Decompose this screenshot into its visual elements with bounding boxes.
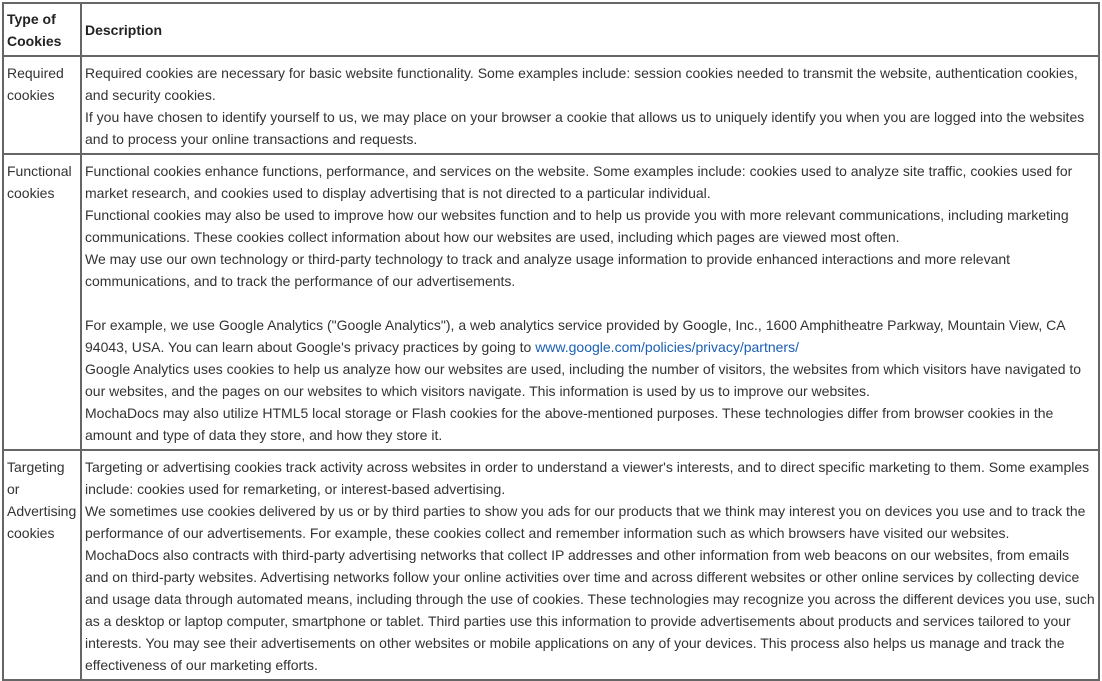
google-analytics-text: For example, we use Google Analytics ("Google Analytics"), a web analytics service provided by Google, Inc., 1600 Amphitheatre Parkway, Mountain View, CA 94043, USA. You can learn about Google's privacy practices by going to bbox=[85, 317, 1065, 355]
cookie-type-required: Required cookies bbox=[3, 56, 81, 154]
column-header-description: Description bbox=[81, 3, 1099, 56]
paragraph: MochaDocs may also utilize HTML5 local storage or Flash cookies for the above-mentioned purposes. These technologies differ from browser cookies in the amount and type of data they store, and how they store it. bbox=[85, 405, 1054, 443]
google-privacy-link[interactable]: www.google.com/policies/privacy/partners/ bbox=[535, 339, 799, 355]
cookie-types-table bbox=[2, 2, 1100, 681]
paragraph-spacer bbox=[85, 292, 1095, 314]
paragraph: MochaDocs also contracts with third-party advertising networks that collect IP addresses and other information from web beacons on our websites, from emails and on third-party websites. Advertising networks follow your online activities over time and across different websites or other online services by collecting device and usage data through automated means, including through the use of cookies. These technologies may recognize you across the different devices you use, such as a desktop or laptop computer, smartphone or tablet. Third parties use this information to provide advertisements about products and services tailored to your interests. You may see their advertisements on other websites or mobile applications on any of your devices. This process also helps us manage and track the effectiveness of our marketing efforts. bbox=[85, 547, 1095, 673]
column-header-type: Type of Cookies bbox=[3, 3, 81, 56]
paragraph: If you have chosen to identify yourself to us, we may place on your browser a cookie that allows us to uniquely identify you when you are logged into the websites and to process your online transactions and requests. bbox=[85, 109, 1085, 147]
description-required bbox=[81, 56, 1099, 154]
paragraph: Functional cookies may also be used to improve how our websites function and to help us provide you with more relevant communications, including marketing communications. These cookies collect information about how our websites are used, including which pages are viewed most often. bbox=[85, 207, 1069, 245]
google-analytics-paragraph bbox=[85, 314, 1095, 358]
table-row bbox=[3, 154, 1099, 450]
paragraph: Functional cookies enhance functions, performance, and services on the website. Some examples include: cookies used to analyze site traffic, cookies used for market research, and cookies used to display advertising that is not directed to a particular individual. bbox=[85, 163, 1073, 201]
description-functional bbox=[81, 154, 1099, 450]
table-header-row bbox=[3, 3, 1099, 56]
paragraph: Required cookies are necessary for basic website functionality. Some examples include: session cookies needed to transmit the website, authentication cookies, and security cookies. bbox=[85, 65, 1078, 103]
paragraph: We sometimes use cookies delivered by us or by third parties to show you ads for our products that we think may interest you on devices you use and to track the performance of our advertisements. For example, these cookies collect and remember information such as which browsers have visited our websites. bbox=[85, 503, 1086, 541]
cookie-type-targeting: Targeting or Advertising cookies bbox=[3, 450, 81, 680]
table-row bbox=[3, 56, 1099, 154]
paragraph: We may use our own technology or third-party technology to track and analyze usage information to provide enhanced interactions and more relevant communications, and to track the performance of our advertisements. bbox=[85, 251, 1011, 289]
paragraph: Google Analytics uses cookies to help us analyze how our websites are used, including the number of visitors, the websites from which visitors have navigated to our websites, and the pages on our websites to which visitors navigate. This information is used by us to improve our websites. bbox=[85, 361, 1082, 399]
table-row bbox=[3, 450, 1099, 680]
cookie-type-functional: Functional cookies bbox=[3, 154, 81, 450]
description-targeting bbox=[81, 450, 1099, 680]
paragraph: Targeting or advertising cookies track activity across websites in order to understand a viewer's interests, and to direct specific marketing to them. Some examples include: cookies used for remarketing, or interest-based advertising. bbox=[85, 459, 1090, 497]
